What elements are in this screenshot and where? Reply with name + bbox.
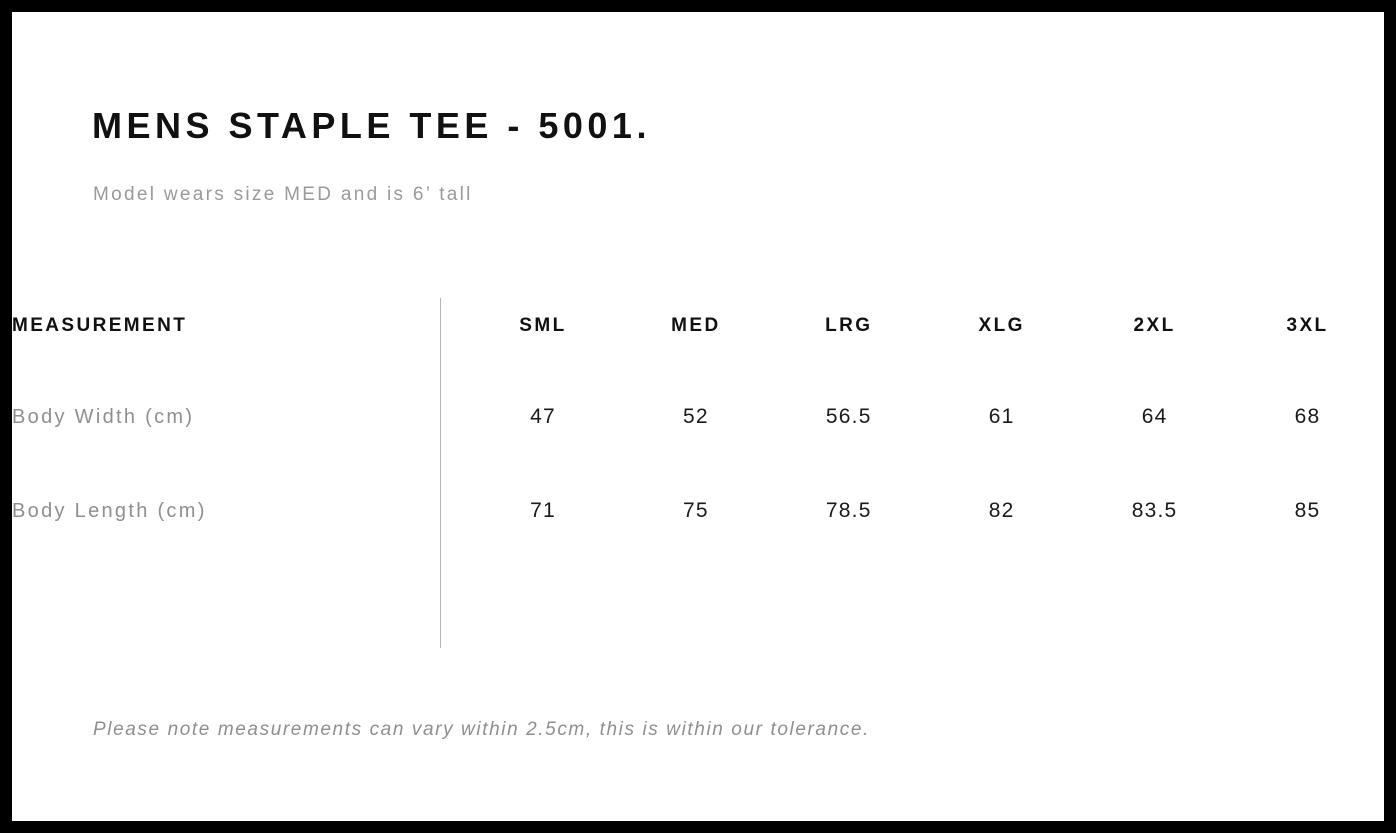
column-header-3xl: 3XL [1286, 315, 1329, 336]
size-table [12, 282, 1384, 558]
column-header-xlg: XLG [978, 315, 1025, 336]
row-label-body-length: Body Length (cm) [12, 499, 207, 522]
cell-body-width-xlg: 61 [988, 405, 1015, 428]
column-header-2xl: 2XL [1133, 315, 1176, 336]
model-note: Model wears size MED and is 6’ tall [93, 184, 473, 205]
cell-body-width-med: 52 [682, 405, 709, 428]
cell-body-length-lrg: 78.5 [825, 499, 872, 522]
table-header-row [12, 282, 1384, 370]
size-table-wrapper [12, 282, 1384, 558]
cell-body-length-2xl: 83.5 [1131, 499, 1178, 522]
cell-body-length-3xl: 85 [1294, 499, 1321, 522]
table-row [12, 370, 1384, 464]
size-chart-card [12, 12, 1384, 821]
cell-body-length-xlg: 82 [988, 499, 1015, 522]
column-header-lrg: LRG [825, 315, 873, 336]
column-header-measurement: MEASUREMENT [12, 315, 188, 336]
row-label-body-width: Body Width (cm) [12, 405, 195, 428]
page-title: MENS STAPLE TEE - 5001. [92, 105, 651, 146]
cell-body-width-sml: 47 [530, 405, 556, 428]
table-row [12, 464, 1384, 558]
cell-body-length-sml: 71 [530, 499, 556, 522]
column-header-med: MED [671, 315, 721, 336]
cell-body-width-lrg: 56.5 [825, 405, 872, 428]
cell-body-width-2xl: 64 [1141, 405, 1168, 428]
cell-body-length-med: 75 [682, 499, 709, 522]
cell-body-width-3xl: 68 [1294, 405, 1321, 428]
tolerance-note: Please note measurements can vary within 2.5cm, this is within our tolerance. [93, 719, 870, 740]
column-header-sml: SML [519, 315, 567, 336]
